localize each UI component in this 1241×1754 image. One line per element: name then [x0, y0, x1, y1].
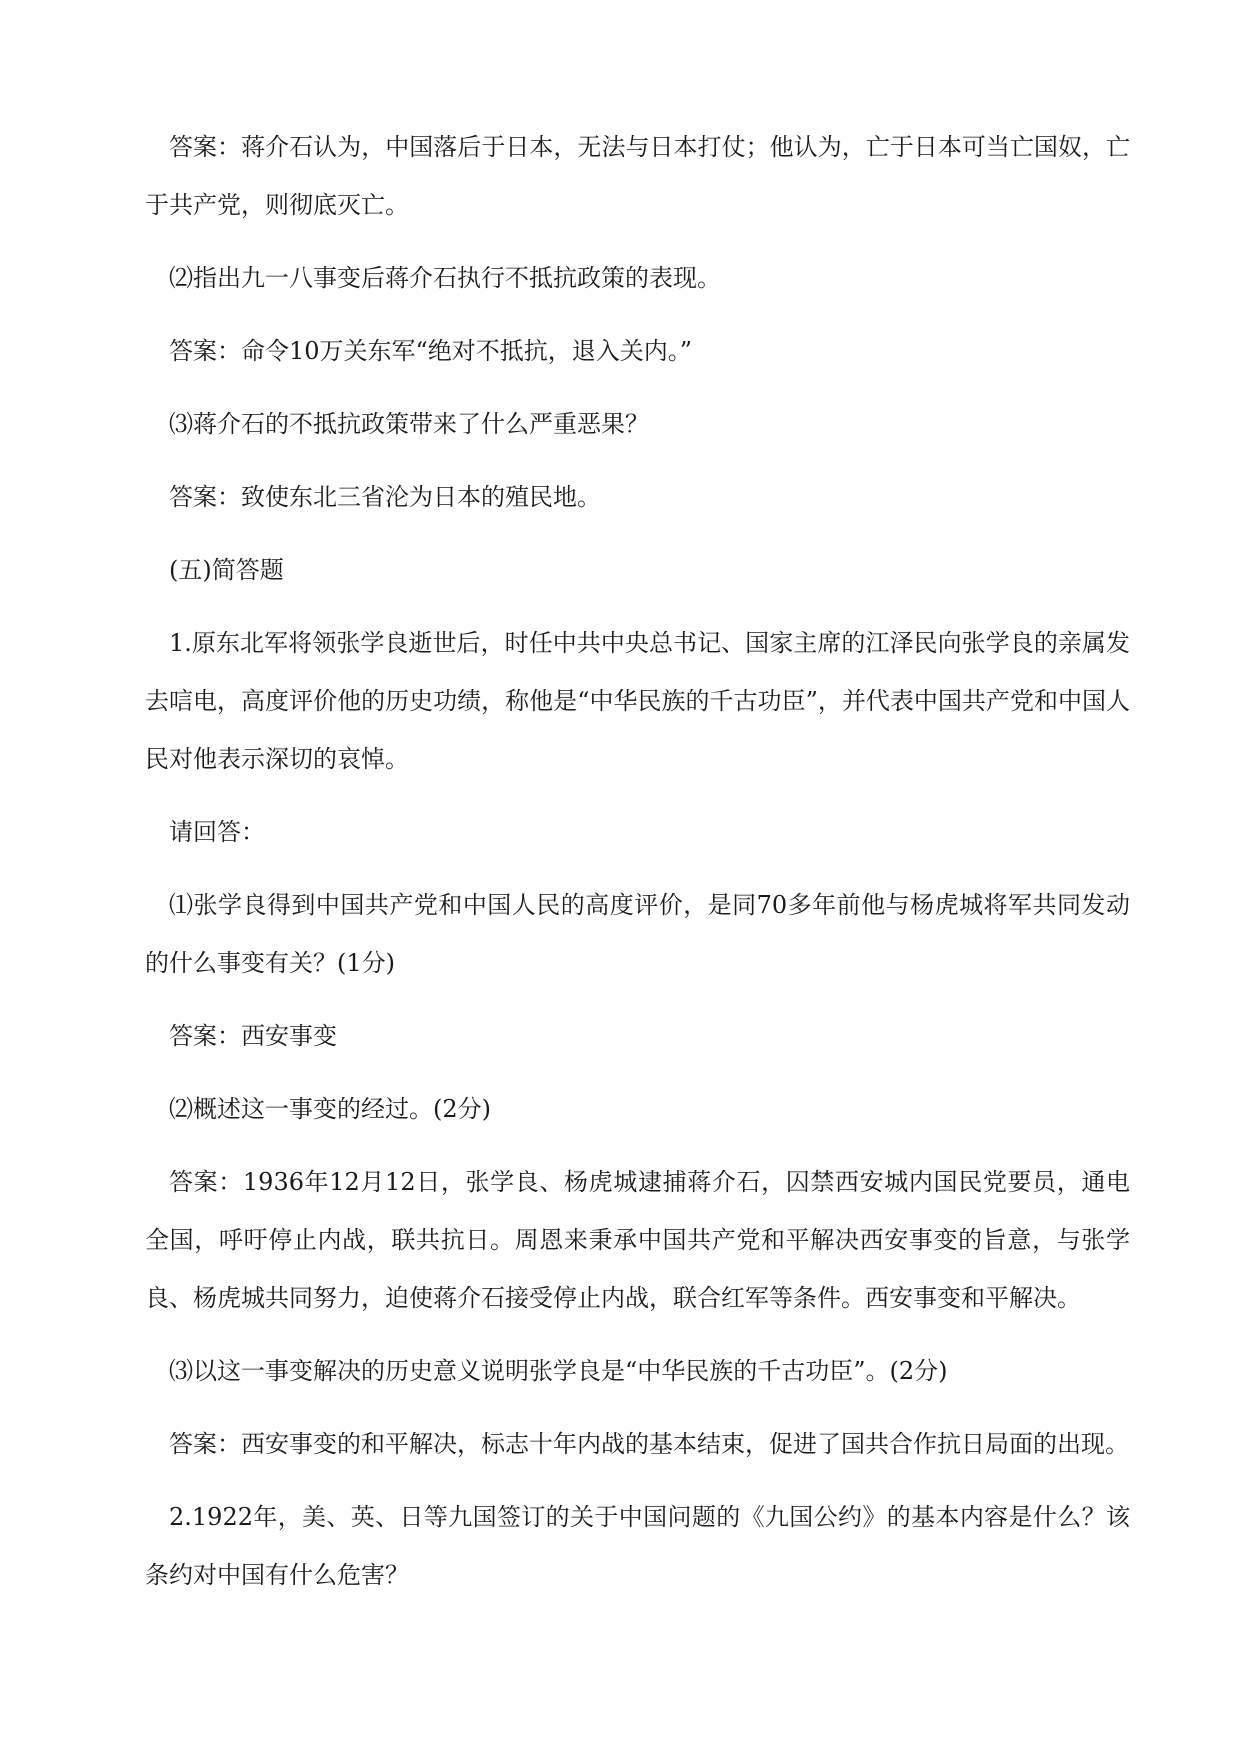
document-body — [145, 118, 1130, 1619]
question-paragraph: ⑶以这一事变解决的历史意义说明张学良是“中华民族的千古功臣”。(2分) — [169, 1357, 948, 1385]
question-paragraph: ⑶蒋介石的不抵抗政策带来了什么严重恶果？ — [169, 410, 649, 438]
answer-paragraph: 答案：蒋介石认为，中国落后于日本，无法与日本打仗；他认为，亡于日本可当亡国奴，亡于共产党，则彻底灭亡。 — [145, 133, 1130, 219]
answer-paragraph: 答案：致使东北三省沦为日本的殖民地。 — [169, 483, 601, 511]
question-paragraph: ⑴张学良得到中国共产党和中国人民的高度评价，是同70多年前他与杨虎城将军共同发动的什么事变有关？(1分) — [145, 891, 1130, 977]
instruction-paragraph: 请回答： — [169, 818, 265, 846]
question-paragraph: 2.1922年，美、英、日等九国签订的关于中国问题的《九国公约》的基本内容是什么？该条约对中国有什么危害？ — [145, 1503, 1130, 1589]
answer-paragraph: 答案：命令10万关东军“绝对不抵抗，退入关内。” — [169, 337, 693, 365]
answer-paragraph: 答案：1936年12月12日，张学良、杨虎城逮捕蒋介石，囚禁西安城内国民党要员，通电全国，呼吁停止内战，联共抗日。周恩来秉承中国共产党和平解决西安事变的旨意，与张学良、杨虎城共同努力，迫使蒋介石接受停止内战，联合红军等条件。西安事变和平解决。 — [145, 1168, 1130, 1312]
question-paragraph: 1.原东北军将领张学良逝世后，时任中共中央总书记、国家主席的江泽民向张学良的亲属发去唁电，高度评价他的历史功绩，称他是“中华民族的千古功臣”，并代表中国共产党和中国人民对他表示深切的哀悼。 — [145, 629, 1130, 773]
section-heading: (五)简答题 — [169, 556, 284, 584]
question-paragraph: ⑵概述这一事变的经过。(2分) — [169, 1095, 491, 1123]
answer-paragraph: 答案：西安事变的和平解决，标志十年内战的基本结束，促进了国共合作抗日局面的出现。 — [169, 1430, 1129, 1458]
answer-paragraph: 答案：西安事变 — [169, 1022, 337, 1050]
question-paragraph: ⑵指出九一八事变后蒋介石执行不抵抗政策的表现。 — [169, 264, 721, 292]
